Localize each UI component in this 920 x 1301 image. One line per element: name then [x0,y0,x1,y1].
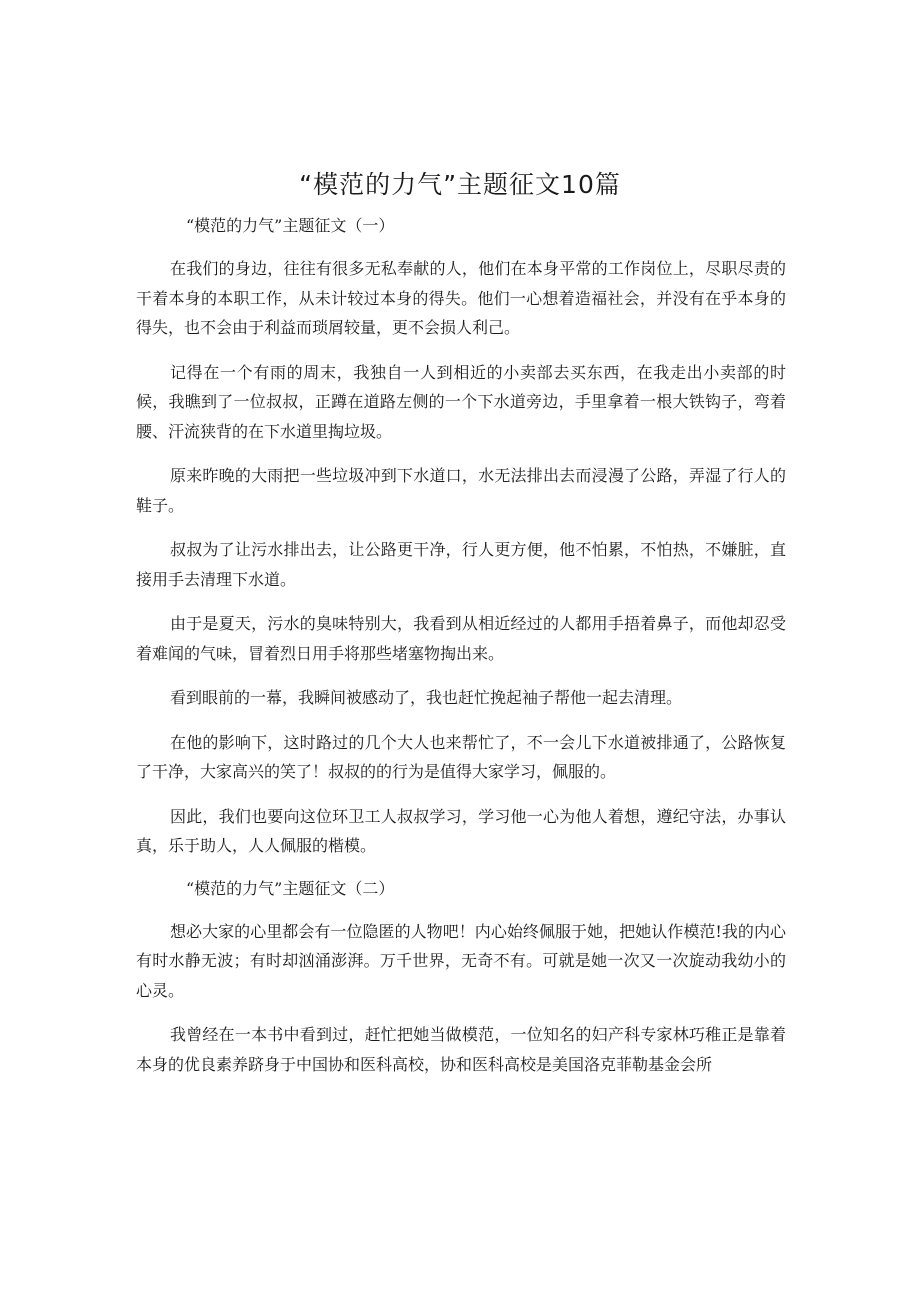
section-heading: “模范的力气”主题征文（二） [186,878,395,898]
paragraph: 在他的影响下，这时路过的几个大人也来帮忙了，不一会儿下水道被排通了，公路恢复了干净，大家高兴的笑了！叔叔的的行为是值得大家学习，佩服的。 [136,732,786,781]
paragraph: 看到眼前的一幕，我瞬间被感动了，我也赶忙挽起袖子帮他一起去清理。 [170,688,683,707]
document-title: “模范的力气”主题征文10篇 [299,170,621,199]
document-body [136,213,786,1094]
paragraph: 在我们的身边，往往有很多无私奉献的人，他们在本身平常的工作岗位上，尽职尽责的干着本身的本职工作，从未计较过本身的得失。他们一心想着造福社会，并没有在乎本身的得失，也不会由于利益而琐屑较量，更不会损人利己。 [136,259,786,337]
paragraph: 由于是夏天，污水的臭味特别大，我看到从相近经过的人都用手捂着鼻子，而他却忍受着难闻的气味，冒着烈日用手将那些堵塞物掏出来。 [136,614,786,663]
section-heading: “模范的力气”主题征文（一） [186,216,395,235]
paragraph: 叔叔为了让污水排出去，让公路更干净，行人更方便，他不怕累，不怕热，不嫌脏，直接用手去清理下水道。 [136,540,786,589]
paragraph: 我曾经在一本书中看到过，赶忙把她当做模范，一位知名的妇产科专家林巧稚正是靠着本身的优良素养跻身于中国协和医科高校，协和医科高校是美国洛克菲勒基金会所 [136,1025,786,1074]
paragraph: 想必大家的心里都会有一位隐匿的人物吧！内心始终佩服于她，把她认作模范!我的内心有时水静无波；有时却汹涌澎湃。万千世界，无奇不有。可就是她一次又一次旋动我幼小的心灵。 [136,921,786,1000]
paragraph: 因此，我们也要向这位环卫工人叔叔学习，学习他一心为他人着想，遵纪守法，办事认真，乐于助人，人人佩服的楷模。 [136,806,786,855]
paragraph: 原来昨晚的大雨把一些垃圾冲到下水道口，水无法排出去而浸漫了公路，弄湿了行人的鞋子。 [136,466,786,515]
paragraph: 记得在一个有雨的周末，我独自一人到相近的小卖部去买东西，在我走出小卖部的时候，我瞧到了一位叔叔，正蹲在道路左侧的一个下水道旁边，手里拿着一根大铁钩子，弯着腰、汗流狭背的在下水道里掏垃圾。 [136,362,786,441]
